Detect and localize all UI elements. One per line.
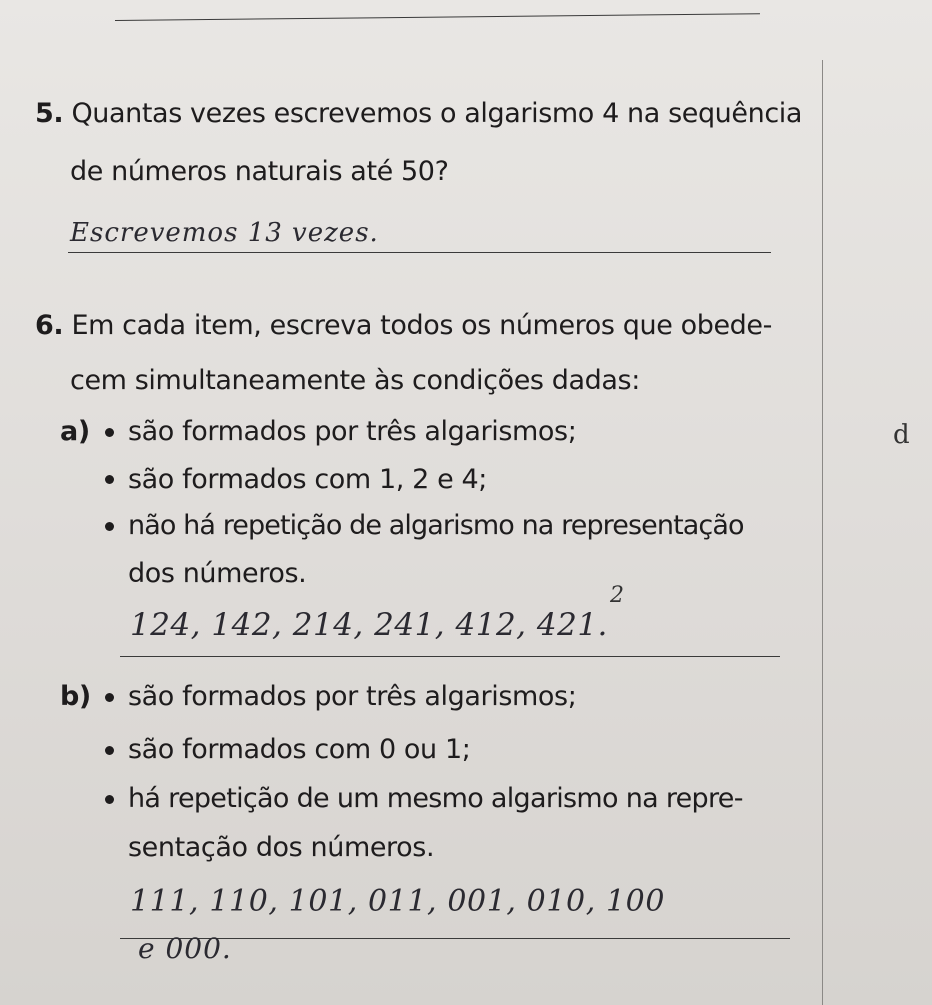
bullet <box>105 522 114 531</box>
item-b-condition-1: são formados por três algarismos; <box>128 681 577 712</box>
page-edge <box>822 60 823 1005</box>
item-a-condition-1: são formados por três algarismos; <box>128 416 577 447</box>
q6-line-1 <box>35 312 772 339</box>
q5-line-2: de números naturais até 50? <box>70 156 449 187</box>
item-b-answer-1: 111, 110, 101, 011, 001, 010, 100 <box>130 884 666 919</box>
bullet <box>105 795 114 804</box>
q5-answer-line <box>68 252 771 253</box>
item-a-label: a) <box>60 416 90 447</box>
item-b-continuation: sentação dos números. <box>128 832 435 863</box>
q6-line-2: cem simultaneamente às condições dadas: <box>70 365 640 396</box>
bullet <box>105 475 114 484</box>
q6-number: 6. <box>35 310 64 341</box>
item-a-answer-line <box>120 656 780 657</box>
top-rule <box>115 13 760 21</box>
q6-text-1: Em cada item, escreva todos os números que obede- <box>71 310 772 341</box>
item-b-answer-2: e 000. <box>138 932 232 965</box>
item-a-answer: 124, 142, 214, 241, 412, 421. <box>130 607 608 643</box>
q5-answer: Escrevemos 13 vezes. <box>70 218 379 248</box>
margin-mark: d <box>893 420 910 450</box>
bullet <box>105 428 114 437</box>
q5-line-1 <box>35 100 802 127</box>
item-a-condition-3: não há repetição de algarismo na representação <box>128 510 744 541</box>
item-a-condition-2: são formados com 1, 2 e 4; <box>128 464 487 495</box>
item-b-condition-2: são formados com 0 ou 1; <box>128 734 471 765</box>
bullet <box>105 693 114 702</box>
item-b-label: b) <box>60 681 91 712</box>
bullet <box>105 746 114 755</box>
q5-text-1: Quantas vezes escrevemos o algarismo 4 na sequência <box>71 98 803 129</box>
item-b-condition-3: há repetição de um mesmo algarismo na repre- <box>128 783 743 814</box>
item-a-continuation: dos números. <box>128 558 307 589</box>
q5-number: 5. <box>35 98 64 129</box>
item-a-correction-mark: 2 <box>610 583 624 608</box>
